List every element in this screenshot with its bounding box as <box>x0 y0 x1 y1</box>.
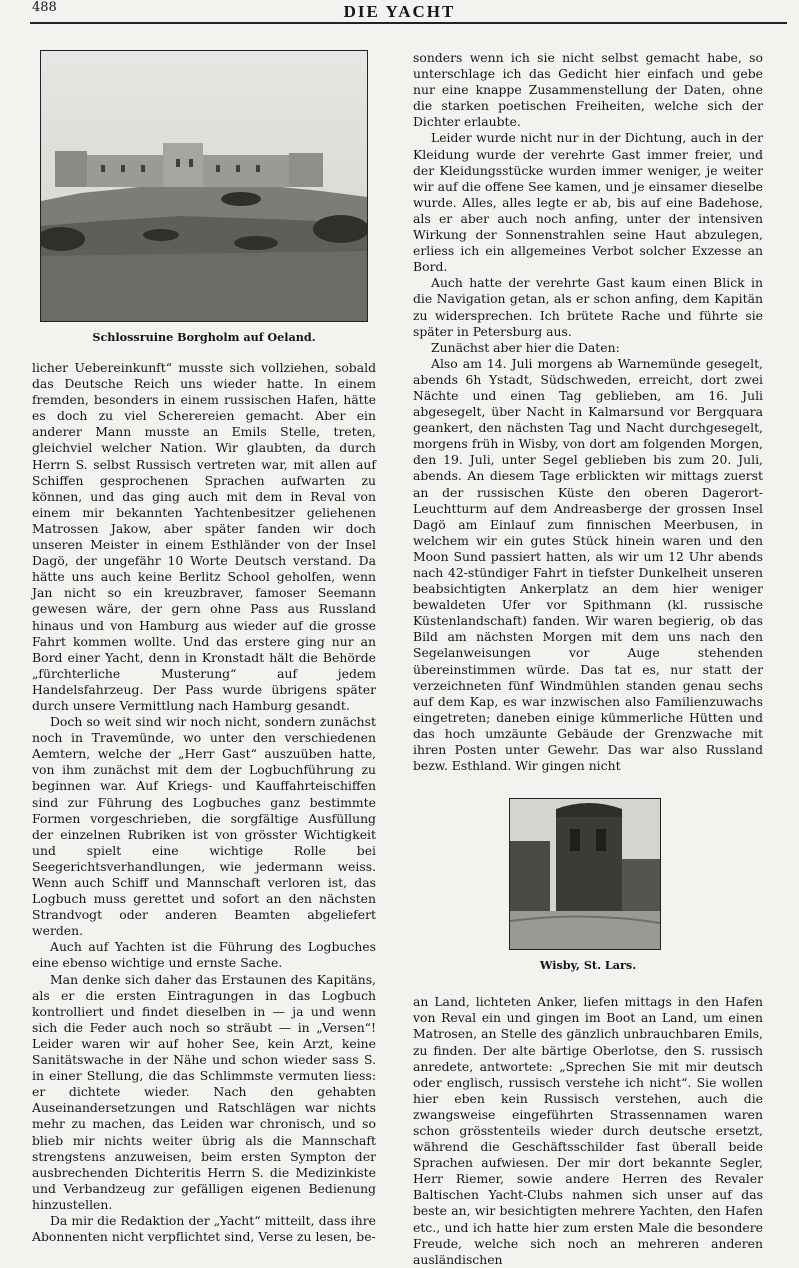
paragraph: Doch so weit sind wir noch nicht, sondern zunächst noch in Travemünde, wo unter den verschiedenen Aemtern, welche der „Herr Gast“ auszuüben hatte, von ihm zunächst mit dem der Logbuchführung zu beginnen war. Auf Kriegs- und Kauffahrteischiffen sind zur Führung des Logbuches ganz bestimmte Formen vorgeschrieben, die sorgfältige Ausfüllung der einzelnen Rubriken ist von grösster Wichtigkeit und spielt eine wichtige Rolle bei Seegerichtsverhandlungen, wie jedermann weiss. Wenn auch Schiff und Mannschaft verloren ist, das Logbuch muss gerettet und sofort an den nächsten Strandvogt oder anderen Beamten abgeliefert werden. <box>32 714 376 939</box>
paragraph: Auch auf Yachten ist die Führung des Logbuches eine ebenso wichtige und ernste Sache. <box>32 939 376 971</box>
figure-caption: Schlossruine Borgholm auf Oeland. <box>92 330 316 344</box>
right-column <box>413 50 763 1268</box>
paragraph: licher Uebereinkunft“ musste sich vollziehen, sobald das Deutsche Reich uns wieder hatte. In einem fremden, besonders in einem russischen Hafen, hätte es doch zu viel Scherereien gemacht. Aber ein anderer Mann musste an Emils Stelle, treten, gleichviel welcher Nation. Wir glaubten, da durch Herrn S. selbst Russisch vertreten war, mit allen auf Schiffen gesprochenen Sprachen aufwarten zu können, und das ging auch mit dem in Reval von einem mir bekannten Yachtenbesitzer geliehenen Matrossen Jakow, aber später fanden wir doch unseren Meister in einem Esthländer von der Insel Dagö, der ungefähr 10 Worte Deutsch verstand. Da hätte uns auch keine Berlitz School geholfen, wenn Jan nicht so ein kreuzbraver, famoser Seemann gewesen wäre, der gern ohne Pass aus Russland hinaus und von Hamburg aus wieder auf die grosse Fahrt kommen wollte. Und das erstere ging nur an Bord einer Yacht, denn in Kronstadt hält die Behörde „fürchterliche Musterung“ auf jedem Handelsfahrzeug. Der Pass wurde übrigens später durch unsere Vermittlung nach Hamburg gesandt. <box>32 360 376 713</box>
header-rule <box>30 22 787 24</box>
journal-title: DIE YACHT <box>343 2 456 21</box>
paragraph: an Land, lichteten Anker, liefen mittags in den Hafen von Reval ein und gingen im Boot an Land, um einen Matrosen, an Stelle des gänzlich unbrauchbaren Emils, zu finden. Der alte bärtige Oberlotse, den S. russisch anredete, antwortete: „Sprechen Sie mit mir deutsch oder englisch, russisch verstehe ich nicht“. Sie wollen hier eben kein Russisch verstehen, auch die zwangsweise eingeführten Strassennamen waren schon grösstenteils wieder durch deutsche ersetzt, während die Geschäftsschilder fast überall beide Sprachen aufwiesen. Der mir dort bekannte Segler, Herr Riemer, sowie andere Herren des Revaler Baltischen Yacht-Clubs nahmen sich unser auf das beste an, wir besichtigten mehrere Yachten, den Hafen etc., und ich hatte hier zum ersten Male die besondere Freude, welche sich noch an mehreren anderen ausländischen <box>413 994 763 1267</box>
page-number: 488 <box>32 0 57 15</box>
figure-wisby <box>413 798 763 972</box>
figure-caption: Wisby, St. Lars. <box>539 958 637 973</box>
paragraph: Also am 14. Juli morgens ab Warnemünde gesegelt, abends 6h Ystadt, Südschweden, erreicht, dort zwei Nächte und einen Tag geblieben, am 16. Juli abgesegelt, über Nacht in Kalmarsund vor Bergquara geankert, den nächsten Tag und Nacht durchgesegelt, morgens früh in Wisby, von dort am folgenden Morgen, den 19. Juli, unter Segel geblieben bis zum 20. Juli, abends. An diesem Tage erblickten wir mittags zuerst an der russischen Küste den oberen Dagerort-Leuchtturm auf dem Andreasberge der grossen Insel Dagö am Einlauf zum finnischen Meerbusen, in welchem wir ein gutes Stück hinein waren und den Moon Sund passiert hatten, als wir um 12 Uhr abends nach 42-stündiger Fahrt in tiefster Dunkelheit unseren beabsichtigten Ankerplatz an dem hier weniger bewaldeten Ufer vor Spithmann (kl. russische Küstenlandschaft) fanden. Wir waren begierig, ob das Bild am nächsten Morgen mit dem uns nach den Segelanweisungen vor Auge stehenden übereinstimmen würde. Das tat es, nur statt der verzeichneten fünf Windmühlen standen genau sechs auf dem Kap, es war inzwischen also Familienzuwachs eingetreten; daneben einige kümmerliche Hütten und das hoch umzäunte Gebäude der Grenzwache mit ihren Posten unter Gewehr. Das war also Russland bezw. Esthland. Wir gingen nicht <box>413 355 763 774</box>
running-header <box>0 0 799 24</box>
paragraph: Leider wurde nicht nur in der Dichtung, auch in der Kleidung wurde der verehrte Gast immer freier, und der Kleidungsstücke wurden immer weniger, je weiter wir auf die offene See kamen, und je einsamer dieselbe wurde. Alles, alles legte er ab, bis auf eine Badehose, als er aber auch noch anfing, unter der intensiven Wirkung der Sonnenstrahlen seine Haut abzulegen, erliess ich ein allgemeines Verbot solcher Exzesse an Bord. <box>413 130 763 275</box>
photo-castle-ruin <box>40 50 368 322</box>
photo-church-ruin <box>509 798 661 950</box>
paragraph: Da mir die Redaktion der „Yacht“ mitteilt, dass ihre Abonnenten nicht verpflichtet sind, Verse zu lesen, be- <box>32 1212 376 1245</box>
paragraph: Zunächst aber hier die Daten: <box>431 339 620 355</box>
left-column <box>32 50 376 1245</box>
paragraph: Man denke sich daher das Erstaunen des Kapitäns, als er die ersten Eintragungen in das Logbuch kontrolliert und findet dieselben in — ja und wenn sich die Feder auch noch so sträubt — in „Versen“! Leider waren wir auf hoher See, kein Arzt, keine Sanitätswache in der Nähe und schon wieder sass S. in einer Stellung, die das Schlimmste vermuten liess: er dichtete wieder. Nach den gehabten Auseinandersetzungen und Ratschlägen war nichts mehr zu machen, das Leiden war chronisch, und so blieb mir nichts weiter übrig als die Mannschaft strengstens anzuweisen, beim ersten Sympton der ausbrechenden Dichteritis Herrn S. die Medizinkiste und Verbandzeug zur gefälligen eigenen Bedienung hinzustellen. <box>32 971 376 1212</box>
paragraph: Auch hatte der verehrte Gast kaum einen Blick in die Navigation getan, als er schon anfing, dem Kapitän zu widersprechen. Ich brütete Rache und führte sie später in Petersburg aus. <box>413 275 763 339</box>
paragraph: sonders wenn ich sie nicht selbst gemacht habe, so unterschlage ich das Gedicht hier einfach und gebe nur eine knappe Zusammenstellung der Daten, ohne die starken poetischen Freiheiten, welche sich der Dichter erlaubte. <box>413 50 763 130</box>
